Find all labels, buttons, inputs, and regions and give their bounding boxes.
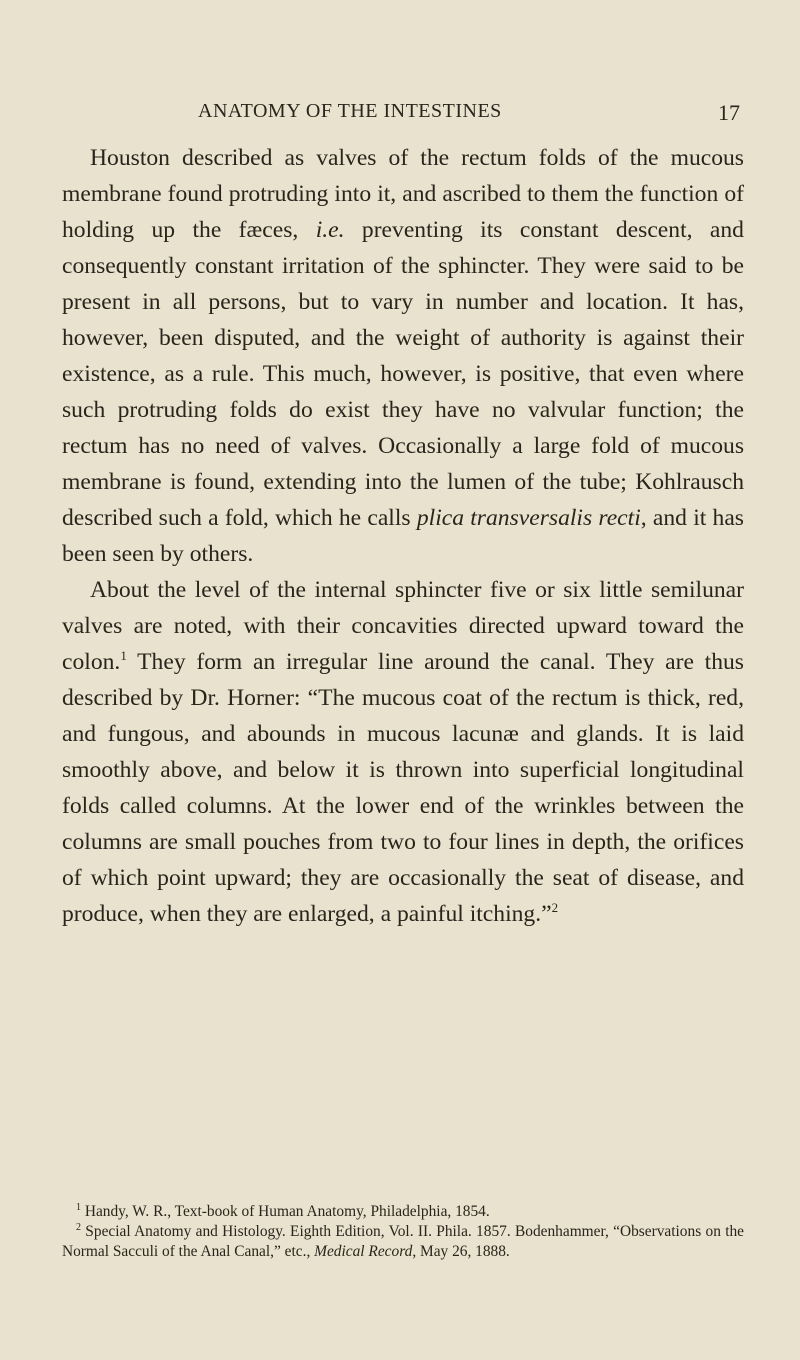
paragraph-1-text-c: , and it has been seen by others. <box>62 505 744 567</box>
footnote-2-text-a: Special Anatomy and Histology. Eighth Edition, Vol. II. Phila. 1857. Bodenhammer, “Observations on the Normal Sacculi of the Anal Canal,” etc., <box>62 1223 744 1260</box>
paragraph-semilunar-valves <box>62 572 744 932</box>
journal-title: Medical Record <box>314 1243 413 1260</box>
footnote-2-text-b: , May 26, 1888. <box>412 1243 510 1260</box>
running-head <box>90 100 740 130</box>
footnote-1 <box>62 1202 744 1222</box>
footnote-2 <box>62 1222 744 1262</box>
footnote-2-mark: 2 <box>76 1221 81 1233</box>
running-title: ANATOMY OF THE INTESTINES <box>198 100 502 122</box>
paragraph-1-text-a: Houston described as valves of the rectum folds of the mucous membrane found protruding into it, and ascribed to them the function of holding up the fæces, <box>62 145 744 243</box>
footnotes <box>62 1202 744 1262</box>
page-number: 17 <box>718 100 740 125</box>
paragraph-houston-valves <box>62 140 744 572</box>
paragraph-1-text-b: preventing its constant descent, and consequently constant irritation of the sphincter. They were said to be present in all persons, but to vary in number and location. It has, however, been disputed, and the weight of authority is against their existence, as a rule. This much, however, is positive, that even where such protruding folds do exist they have no valvular function; the rectum has no need of valves. Occasionally a large fold of mucous membrane is found, extending into the lumen of the tube; Kohlrausch described such a fold, which he calls <box>62 217 744 531</box>
abbreviation-ie: i.e. <box>315 217 345 243</box>
footnote-1-text: Handy, W. R., Text-book of Human Anatomy, Philadelphia, 1854. <box>81 1203 490 1220</box>
footnote-ref-1: 1 <box>120 648 127 664</box>
footnote-ref-2: 2 <box>551 900 559 916</box>
footnote-1-mark: 1 <box>76 1201 81 1213</box>
body-text <box>62 140 744 932</box>
paragraph-2-text-a: About the level of the internal sphincter five or six little semilunar valves are noted, with their concavities directed upward toward the colon. <box>62 577 744 675</box>
latin-term-plica: plica transversalis recti <box>416 505 641 531</box>
paragraph-2-text-b: They form an irregular line around the canal. They are thus described by Dr. Horner: “The mucous coat of the rectum is thick, red, and fungous, and abounds in mucous lacunæ and glands. It is laid smoothly above, and below it is thrown into superficial longitudinal folds called columns. At the lower end of the wrinkles between the columns are small pouches from two to four lines in depth, the orifices of which point upward; they are occasionally the seat of disease, and produce, when they are enlarged, a painful itching.” <box>62 649 744 927</box>
